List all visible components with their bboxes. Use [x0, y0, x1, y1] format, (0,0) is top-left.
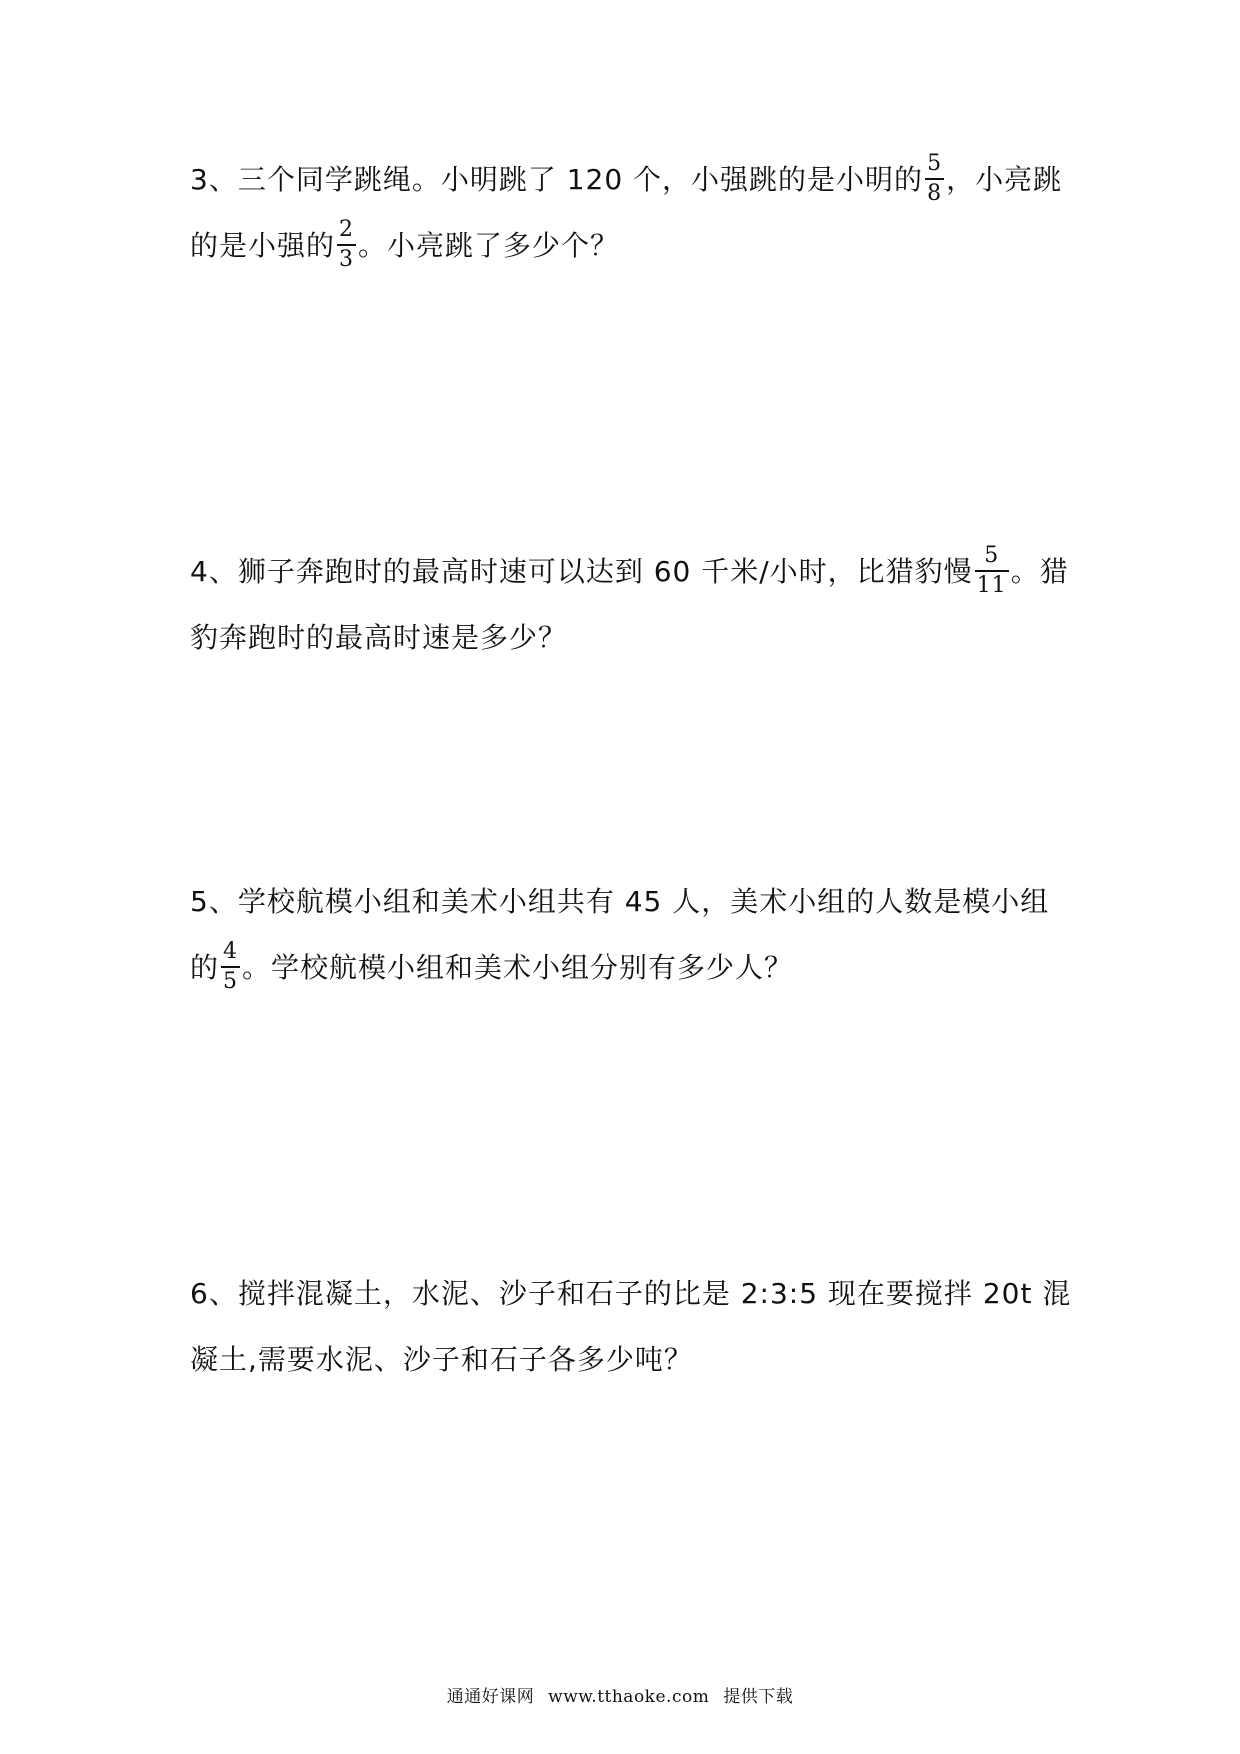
page-footer [0, 1682, 1240, 1707]
problem-5-line-1 [190, 870, 1049, 934]
problem-6-text-a: 6、搅拌混凝土，水泥、沙子和石子的比是 2:3:5 现在要搅拌 20t 混 [190, 1277, 1072, 1310]
problem-6-line-1 [190, 1262, 1071, 1326]
fraction-numerator: 5 [925, 153, 944, 180]
problem-5-text-a: 5、学校航模小组和美术小组共有 45 人，美术小组的人数是模小组 [190, 885, 1050, 918]
fraction-denominator: 5 [223, 969, 239, 994]
fraction-denominator: 8 [927, 181, 943, 206]
problem-6-text-c: 凝土,需要水泥、沙子和石子各多少吨？ [190, 1343, 693, 1376]
footer-site-name: 通通好课网 [446, 1687, 535, 1707]
problem-3-text-a: 3、三个同学跳绳。小明跳了 120 个，小强跳的是小明的 [190, 163, 924, 196]
fraction-2-3 [337, 219, 356, 271]
problem-3-text-d: 。小亮跳了多少个？ [358, 229, 620, 262]
fraction-5-11 [975, 545, 1009, 597]
fraction-5-8 [925, 153, 944, 205]
fraction-denominator: 11 [976, 573, 1007, 598]
fraction-4-5 [221, 941, 240, 993]
problem-4-text-b: 。猎 [1010, 555, 1069, 588]
fraction-numerator: 2 [337, 219, 356, 246]
problem-4-text-c: 豹奔跑时的最高时速是多少？ [190, 621, 568, 654]
problem-6-line-2 [190, 1328, 693, 1392]
problem-5-line-2 [190, 936, 793, 1000]
problem-4-line-2 [190, 606, 567, 670]
problem-5-text-c: 的 [190, 951, 220, 984]
problem-3-text-b: ，小亮跳 [946, 163, 1063, 196]
fraction-numerator: 5 [975, 545, 1009, 572]
footer-url: www.tthaoke.com [548, 1687, 710, 1707]
problem-4-text-a: 4、狮子奔跑时的最高时速可以达到 60 千米/小时，比猎豹慢 [190, 555, 973, 588]
fraction-numerator: 4 [221, 941, 240, 968]
fraction-denominator: 3 [339, 247, 355, 272]
problem-3-line-2 [190, 214, 619, 278]
problem-4-line-1 [190, 540, 1069, 604]
footer-suffix: 提供下载 [723, 1687, 794, 1707]
problem-3-line-1 [190, 148, 1062, 212]
problem-5-text-d: 。学校航模小组和美术小组分别有多少人？ [242, 951, 794, 984]
problem-3-text-c: 的是小强的 [190, 229, 336, 262]
